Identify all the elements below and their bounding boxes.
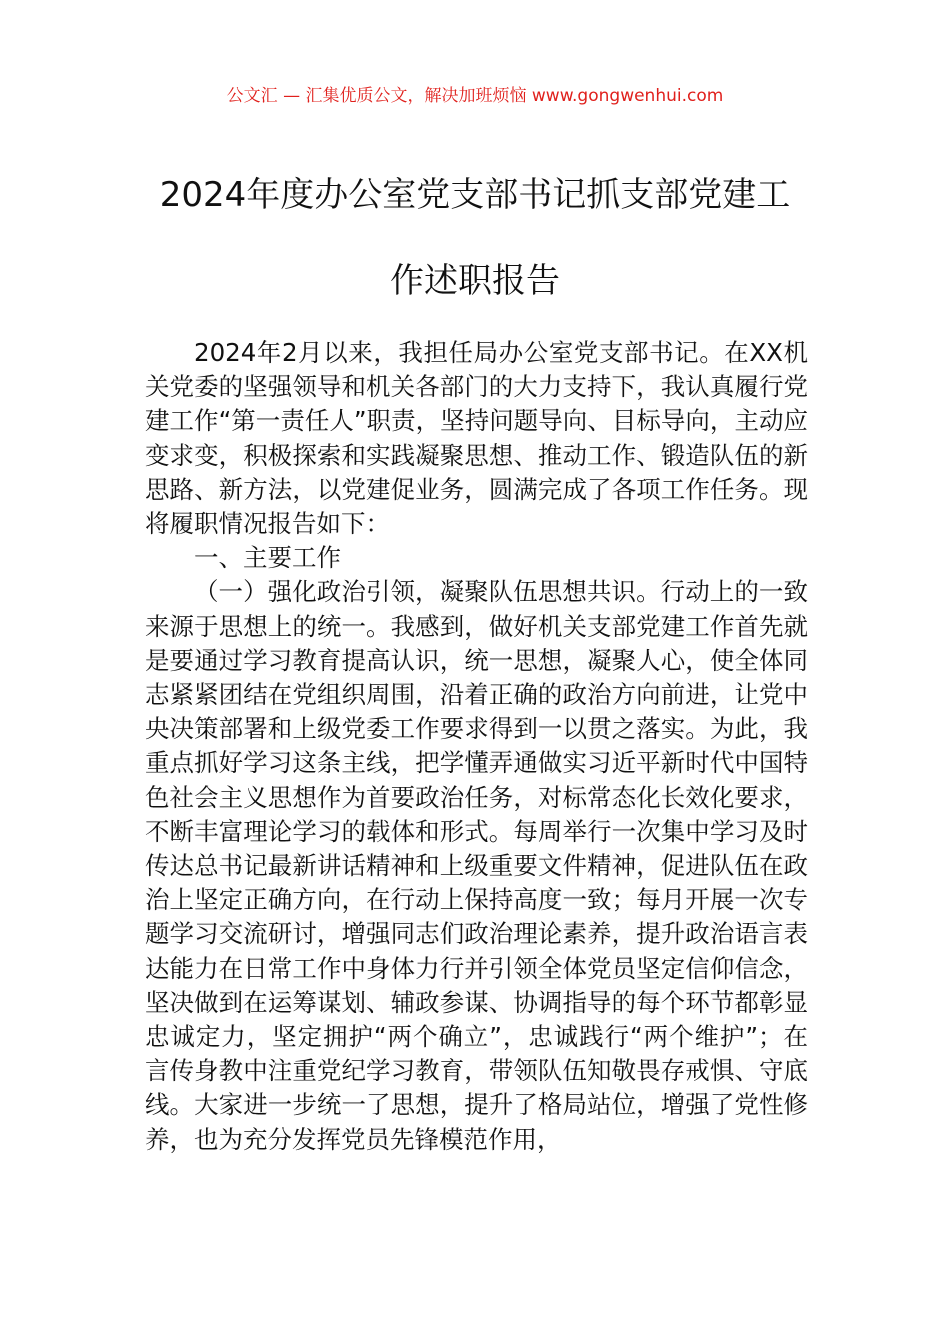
intro-paragraph: 2024年2月以来，我担任局办公室党支部书记。在XX机关党委的坚强领导和机关各部门的大力支持下，我认真履行党建工作“第一责任人”职责，坚持问题导向、目标导向，主动应变求变，积极探索和实践凝聚思想、推动工作、锻造队伍的新思路、新方法，以党建促业务，圆满完成了各项工作任务。现将履职情况报告如下： [145,338,808,539]
title-line-2: 作述职报告 [390,261,560,301]
document-body [145,336,808,1157]
header-banner: 公文汇 — 汇集优质公文，解决加班烦恼 www.gongwenhui.com [226,86,724,106]
document-title [140,152,810,324]
section-heading: 一、主要工作 [194,543,341,573]
title-line-1: 2024年度办公室党支部书记抓支部党建工 [159,175,791,215]
body-paragraph: （一）强化政治引领，凝聚队伍思想共识。行动上的一致来源于思想上的统一。我感到，做好机关支部党建工作首先就是要通过学习教育提高认识，统一思想，凝聚人心，使全体同志紧紧团结在党组织周围，沿着正确的政治方向前进，让党中央决策部署和上级党委工作要求得到一以贯之落实。为此，我重点抓好学习这条主线，把学懂弄通做实习近平新时代中国特色社会主义思想作为首要政治任务，对标常态化长效化要求，不断丰富理论学习的载体和形式。每周举行一次集中学习及时传达总书记最新讲话精神和上级重要文件精神，促进队伍在政治上坚定正确方向，在行动上保持高度一致；每月开展一次专题学习交流研讨，增强同志们政治理论素养，提升政治语言表达能力在日常工作中身体力行并引领全体党员坚定信仰信念，坚决做到在运筹谋划、辅政参谋、协调指导的每个环节都彰显忠诚定力，坚定拥护“两个确立”，忠诚践行“两个维护”；在言传身教中注重党纪学习教育，带领队伍知敬畏存戒惧、守底线。大家进一步统一了思想，提升了格局站位，增强了党性修养，也为充分发挥党员先锋模范作用， [145,577,808,1154]
